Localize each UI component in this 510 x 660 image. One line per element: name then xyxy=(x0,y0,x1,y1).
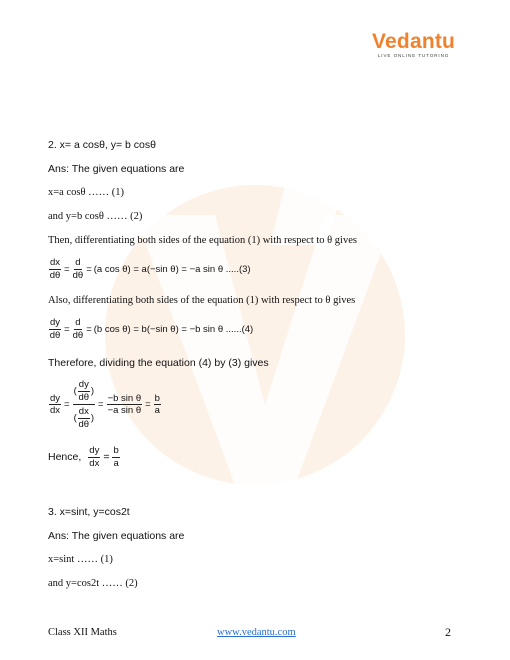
ratio-lhs-den: dx xyxy=(50,405,61,416)
hence-rnum: b xyxy=(113,445,119,456)
deq1-rest: (a cos θ) = a(−sin θ) = −a sin θ .....(3) xyxy=(93,263,251,275)
q3-heading: 3. x=sint, y=cos2t xyxy=(48,506,130,518)
q2-diff1-text: Then, differentiating both sides of the equation (1) with respect to θ gives xyxy=(48,235,357,246)
deq2-lhs-den: dθ xyxy=(49,329,61,341)
ratio-mid-num: −b sin θ xyxy=(107,392,142,404)
ratio-compound-fraction: ( $\frac{dy}{d\theta}$ ) ( $\frac{dx}{d\theta}$ ) xyxy=(73,379,94,430)
hence-equation: Hence, $\frac{dy}{dx}$ = $\frac{b}{a}$ xyxy=(48,445,119,469)
q3-ans: Ans: The given equations are xyxy=(48,530,185,542)
ratio-res-num: b xyxy=(154,392,160,404)
deq2-d-den: dθ xyxy=(72,329,84,341)
q2-eq2: and y=b cosθ …… (2) xyxy=(48,211,143,222)
hence-rden: a xyxy=(113,457,119,469)
deq2-d-num: d xyxy=(75,317,81,328)
hence-num: dy xyxy=(89,445,100,456)
q2-diff2-text: Also, differentiating both sides of the equation (1) with respect to θ gives xyxy=(48,295,356,306)
deq2-lhs-num: dy xyxy=(50,317,61,328)
deq1-lhs-den: dθ xyxy=(49,269,61,281)
page-number: 2 xyxy=(445,625,451,639)
ratio-inner-num-num: dy xyxy=(78,379,89,390)
logo-tagline: LIVE ONLINE TUTORING xyxy=(377,53,450,58)
footer-class: Class XII Maths xyxy=(48,627,117,638)
ratio-inner-num-den: dθ xyxy=(78,391,90,403)
ratio-inner-den-num: dx xyxy=(78,406,89,417)
q2-heading: 2. x= a cosθ, y= b cosθ xyxy=(48,139,156,151)
ratio-mid-den: −a sin θ xyxy=(107,405,142,416)
vedantu-logo xyxy=(372,30,455,58)
deq1-d-den: dθ xyxy=(72,269,84,281)
ratio-res-den: a xyxy=(154,405,160,416)
hence-den: dx xyxy=(89,457,100,469)
ratio-equation: $\frac{dy}{dx}$ = ( $\frac{dy}{d\theta}$ ) ( $\frac{dx}{d\theta}$ ) = $\frac{\text{−b sin θ}}{\text{−a sin θ}}$ = $\frac{b}{a}$ xyxy=(50,379,160,430)
q3-eq2: and y=cos2t …… (2) xyxy=(48,578,138,589)
q3-eq1: x=sint …… (1) xyxy=(48,554,113,565)
logo-name: Vedantu xyxy=(372,30,456,53)
q2-eq1: x=a cosθ …… (1) xyxy=(48,187,124,198)
footer-website-link[interactable]: www.vedantu.com xyxy=(217,627,296,638)
equation-3: $\frac{dx}{d\theta}$ = $\frac{d}{d\theta}$ = (a cos θ) = a(−sin θ) = −a sin θ .....(3) xyxy=(49,257,251,281)
hence-label: Hence, xyxy=(48,451,82,463)
equation-4: $\frac{dy}{d\theta}$ = $\frac{d}{d\theta}$ = (b cos θ) = b(−sin θ) = −b sin θ ......(4) xyxy=(49,317,254,341)
q2-divide-text: Therefore, dividing the equation (4) by (3) gives xyxy=(48,357,269,369)
deq1-lhs-num: dx xyxy=(50,257,61,268)
q2-ans: Ans: The given equations are xyxy=(48,163,185,175)
ratio-lhs-num: dy xyxy=(50,392,61,404)
deq1-d-num: d xyxy=(75,257,81,268)
deq2-rest: (b cos θ) = b(−sin θ) = −b sin θ ......(4) xyxy=(93,323,254,335)
ratio-inner-den-den: dθ xyxy=(78,418,90,430)
